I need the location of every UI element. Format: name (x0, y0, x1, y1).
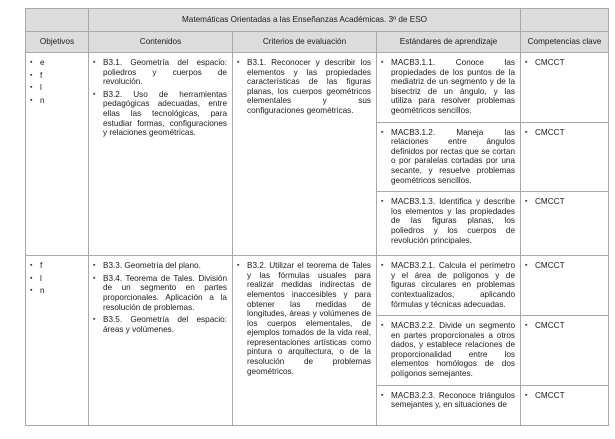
contenido-item: ▪ B3.1. Geometría del espacio: poliedros y cuerpos de revolución. (93, 58, 227, 87)
competencia-cell (521, 122, 609, 192)
objetivo-item: ▪ e (30, 58, 84, 68)
estandar-cell (377, 385, 521, 425)
contenido-item: ▪ B3.3. Geometría del plano. (93, 261, 227, 271)
header-competencias: Competencias clave (521, 32, 609, 53)
curriculum-page (25, 8, 608, 426)
competencia-item: ▪ CMCCT (525, 261, 604, 271)
estandar-cell (377, 53, 521, 123)
estandar-item: ▪ MACB3.1.3. Identifica y describe los elementos y las propiedades de las figuras planas, los poliedros y los cuerpos de revolución principales. (381, 197, 515, 245)
estandar-cell (377, 256, 521, 316)
competencia-cell (521, 385, 609, 425)
competencia-cell (521, 192, 609, 256)
curriculum-table (25, 8, 609, 426)
block1-contenidos (89, 53, 233, 256)
estandar-cell (377, 122, 521, 192)
header-estandares: Estándares de aprendizaje (377, 32, 521, 53)
header-objetivos: Objetivos (26, 32, 89, 53)
objetivo-item: ▪ l (30, 274, 84, 284)
estandar-item: ▪ MACB3.2.3. Reconoce triángulos semejantes y, en situaciones de (381, 391, 515, 410)
objetivo-item: ▪ n (30, 96, 84, 106)
competencia-item: ▪ CMCCT (525, 58, 604, 68)
estandar-item: ▪ MACB3.1.1. Conoce las propiedades de los puntos de la mediatriz de un segmento y de la bisectriz de un ángulo, y las utiliza para resolver problemas geométricos sencillos. (381, 58, 515, 116)
estandar-item: ▪ MACB3.2.2. Divide un segmento en partes proporcionales a otros dados, y establece relaciones de proporcionalidad entre los elementos homólogos de dos polígonos semejantes. (381, 321, 515, 379)
competencia-cell (521, 256, 609, 316)
objetivo-item: ▪ l (30, 83, 84, 93)
objetivo-item: ▪ n (30, 286, 84, 296)
block2-criterios (233, 256, 377, 426)
contenido-item: ▪ B3.4. Teorema de Tales. División de un segmento en partes proporcionales. Aplicación a la resolución de problemas. (93, 274, 227, 312)
block2-objetivos (26, 256, 89, 426)
title-blank-cell (26, 9, 89, 32)
competencia-item: ▪ CMCCT (525, 321, 604, 331)
criterio-item: ▪ B3.1. Reconocer y describir los elementos y las propiedades características de las figuras planas, los cuerpos geométricos elementales y sus configuraciones geométricas. (237, 58, 371, 116)
estandar-cell (377, 192, 521, 256)
competencia-item: ▪ CMCCT (525, 197, 604, 207)
estandar-item: ▪ MACB3.2.1. Calcula el perímetro y el área de polígonos y de figuras circulares en problemas contextualizados, aplicando fórmulas y técnicas adecuadas. (381, 261, 515, 309)
objetivo-item: ▪ f (30, 261, 84, 271)
title-blank-cell-right (521, 9, 609, 32)
competencia-cell (521, 53, 609, 123)
estandar-item: ▪ MACB3.1.2. Maneja las relaciones entre ángulos definidos por rectas que se cortan o por paralelas cortadas por una secante, y resuelve problemas geométricos sencillos. (381, 128, 515, 186)
estandar-cell (377, 316, 521, 386)
criterio-item: ▪ B3.2. Utilizar el teorema de Tales y las fórmulas usuales para realizar medidas indirectas de elementos inaccesibles y para obtener las medidas de longitudes, áreas y volúmenes de los cuerpos elementales, de ejemplos tomados de la vida real, representaciones artísticas como pintura o arquitectura, o de la resolución de problemas geométricos. (237, 261, 371, 376)
header-contenidos: Contenidos (89, 32, 233, 53)
competencia-item: ▪ CMCCT (525, 391, 604, 401)
table-title: Matemáticas Orientadas a las Enseñanzas Académicas. 3º de ESO (89, 9, 521, 32)
block1-objetivos (26, 53, 89, 256)
contenido-item: ▪ B3.5. Geometría del espacio: áreas y volúmenes. (93, 315, 227, 334)
block2-contenidos (89, 256, 233, 426)
block1-criterios (233, 53, 377, 256)
competencia-cell (521, 316, 609, 386)
competencia-item: ▪ CMCCT (525, 128, 604, 138)
header-criterios: Criterios de evaluación (233, 32, 377, 53)
contenido-item: ▪ B3.2. Uso de herramientas pedagógicas adecuadas, entre ellas las tecnológicas, para estudiar formas, configuraciones y relaciones geométricas. (93, 90, 227, 138)
objetivo-item: ▪ f (30, 71, 84, 81)
